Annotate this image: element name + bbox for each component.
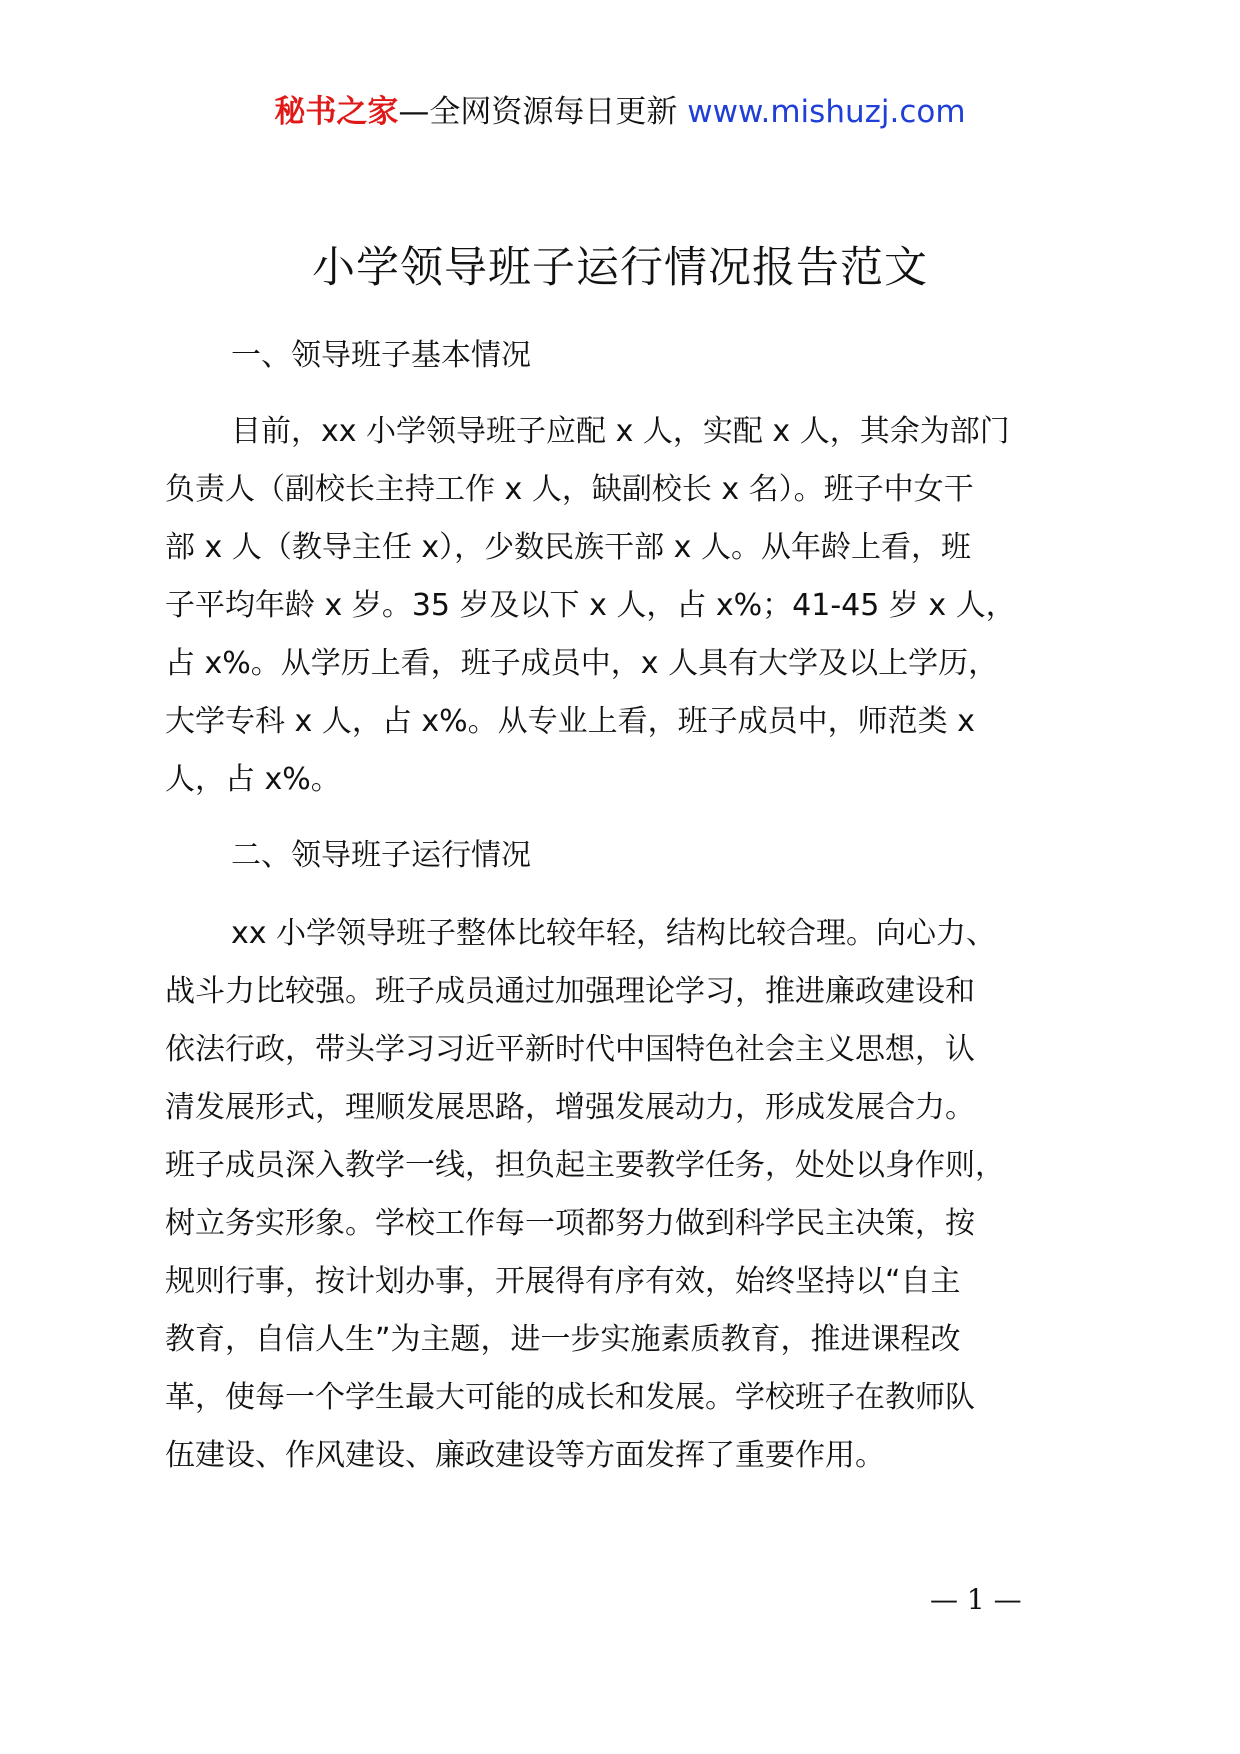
site-tagline: —全网资源每日更新	[398, 94, 688, 130]
paragraph-line: 规则行事，按计划办事，开展得有序有效，始终坚持以“自主	[165, 1264, 961, 1299]
document-body	[165, 327, 1115, 1485]
section-heading-basic-info: 一、领导班子基本情况	[231, 338, 531, 373]
section-gap	[165, 809, 1115, 827]
document-title: 小学领导班子运行情况报告范文	[312, 243, 928, 293]
paragraph-line: 负责人（副校长主持工作 x 人，缺副校长 x 名）。班子中女干	[165, 472, 974, 507]
site-url-link[interactable]: www.mishuzj.com	[687, 94, 966, 130]
paragraph-line: 目前，xx 小学领导班子应配 x 人，实配 x 人，其余为部门	[231, 414, 1010, 449]
section-heading-operation: 二、领导班子运行情况	[231, 838, 531, 873]
paragraph-line: 清发展形式，理顺发展思路，增强发展动力，形成发展合力。	[165, 1090, 975, 1125]
paragraph-line: 班子成员深入教学一线，担负起主要教学任务，处处以身作则，	[165, 1148, 1005, 1183]
paragraph-line: 战斗力比较强。班子成员通过加强理论学习，推进廉政建设和	[165, 974, 975, 1009]
section-gap	[165, 885, 1115, 905]
section-gap	[165, 385, 1115, 403]
paragraph-basic-info	[165, 403, 1115, 809]
paragraph-line: 依法行政，带头学习习近平新时代中国特色社会主义思想，认	[165, 1032, 975, 1067]
paragraph-line: 树立务实形象。学校工作每一项都努力做到科学民主决策，按	[165, 1206, 975, 1241]
paragraph-line: 占 x%。从学历上看，班子成员中，x 人具有大学及以上学历，	[165, 646, 999, 681]
paragraph-line: 部 x 人（教导主任 x），少数民族干部 x 人。从年龄上看，班	[165, 530, 971, 565]
paragraph-line: 革，使每一个学生最大可能的成长和发展。学校班子在教师队	[165, 1380, 975, 1415]
site-header	[0, 92, 1240, 132]
paragraph-line: 大学专科 x 人，占 x%。从专业上看，班子成员中，师范类 x	[165, 704, 975, 739]
paragraph-line: 子平均年龄 x 岁。35 岁及以下 x 人，占 x%；41-45 岁 x 人，	[165, 588, 1016, 623]
page-number: — 1 —	[930, 1583, 1022, 1616]
paragraph-line: 人，占 x%。	[165, 762, 341, 797]
paragraph-line: 教育，自信人生”为主题，进一步实施素质教育，推进课程改	[165, 1322, 961, 1357]
paragraph-line: xx 小学领导班子整体比较年轻，结构比较合理。向心力、	[231, 916, 997, 951]
paragraph-line: 伍建设、作风建设、廉政建设等方面发挥了重要作用。	[165, 1438, 885, 1473]
site-brand: 秘书之家	[274, 94, 399, 130]
paragraph-operation	[165, 905, 1115, 1485]
